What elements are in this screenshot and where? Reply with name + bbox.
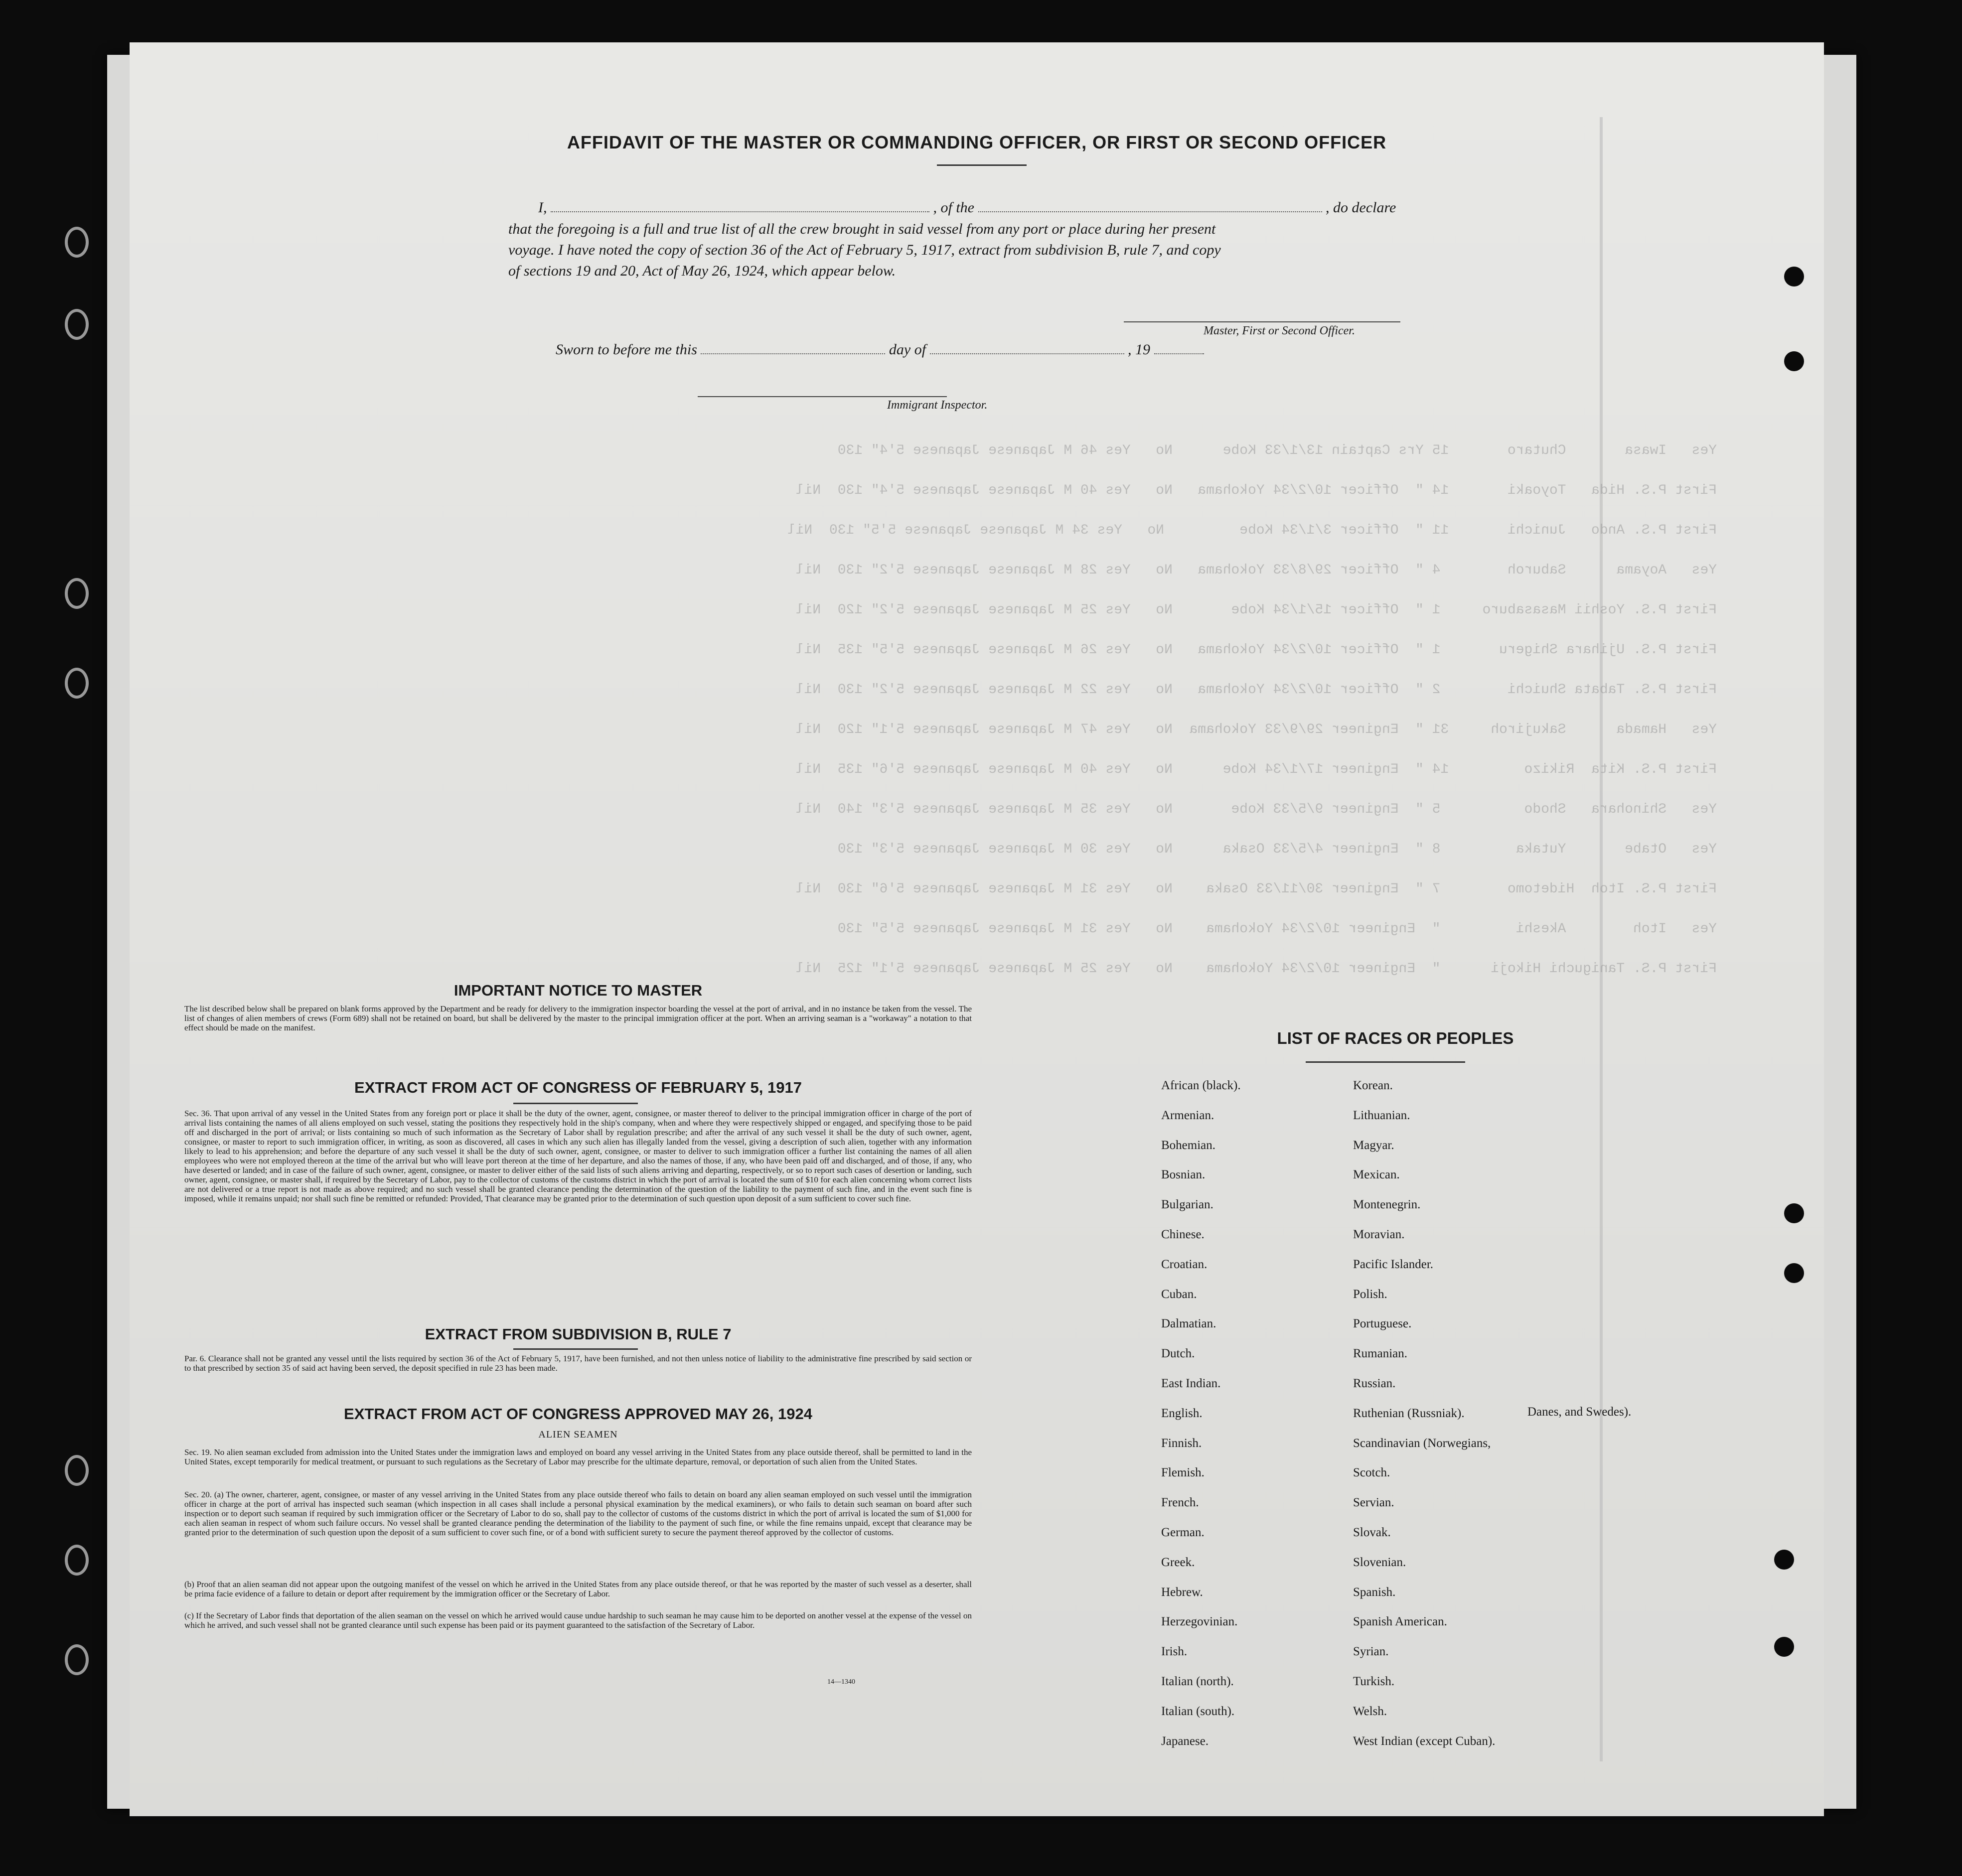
rule7-rule — [513, 1348, 638, 1350]
bleed-through-line: Yes Shinohara Shodo 5 " Engineer 9/5/33 Kobe No Yes 35 M Japanese Japanese 5'3" 140 Nil — [795, 802, 1717, 817]
notice-title: IMPORTANT NOTICE TO MASTER — [453, 982, 703, 999]
rule7-text: Par. 6. Clearance shall not be granted any vessel until the lists required by section 36 of the Act of February 5, 1917, have been furnished, and not then unless notice of liability to the administrative fine prescribed by said section or to that prescribed by section 35 of said act having been served, the deposit specified in rule 23 has been made. — [184, 1354, 972, 1373]
declaration-line-3: voyage. I have noted the copy of section 36 of the Act of February 5, 1917, extract from subdivision B, rule 7, and copy — [508, 242, 1221, 258]
race-entry: Scandinavian (Norwegians, — [1353, 1436, 1491, 1450]
race-entry: Greek. — [1161, 1555, 1195, 1569]
punch-hole — [1784, 267, 1804, 287]
bleed-through-line: Yes Itoh Akeshi " Engineer 10/2/34 Yokohama No Yes 31 M Japanese Japanese 5'5" 130 — [837, 921, 1717, 937]
race-entry: Hebrew. — [1161, 1585, 1203, 1599]
declarant-prefix: I, — [538, 199, 547, 216]
race-entry: Moravian. — [1353, 1228, 1405, 1241]
race-entry: Ruthenian (Russniak). — [1353, 1406, 1465, 1420]
race-entry: African (black). — [1161, 1079, 1241, 1092]
bleed-through-line: First P.S. Taniguchi Hikoji " Engineer 10/2/34 Yokohama No Yes 25 M Japanese Japanese 5'1" 125 Nil — [795, 961, 1717, 977]
race-entry: Welsh. — [1353, 1704, 1387, 1718]
race-entry: West Indian (except Cuban). — [1353, 1734, 1496, 1748]
race-entry: Dalmatian. — [1161, 1317, 1216, 1331]
race-entry: Korean. — [1353, 1079, 1393, 1092]
race-entry: Italian (south). — [1161, 1704, 1235, 1718]
race-entry: Bulgarian. — [1161, 1198, 1213, 1212]
master-signature-line[interactable] — [1124, 321, 1400, 322]
race-entry: Magyar. — [1353, 1138, 1394, 1152]
race-entry: Finnish. — [1161, 1436, 1202, 1450]
bleed-through-line: First P.S. Ando Junichi 11 " Officer 3/1/34 Kobe No Yes 34 M Japanese Japanese 5'5" 130 Nil — [787, 523, 1717, 538]
act-1917-title: EXTRACT FROM ACT OF CONGRESS OF FEBRUARY 5, 1917 — [354, 1079, 802, 1096]
race-entry: Slovak. — [1353, 1526, 1391, 1539]
binder-hole — [65, 668, 89, 699]
race-entry: Chinese. — [1161, 1228, 1205, 1241]
document-page — [130, 42, 1824, 1816]
punch-hole — [1784, 351, 1804, 371]
sworn-year-blank[interactable] — [1154, 342, 1204, 354]
race-entry: Bohemian. — [1161, 1138, 1216, 1152]
act-1924-sec20b: (b) Proof that an alien seaman did not appear upon the outgoing manifest of the vessel on which he arrived in the United States from any place outside thereof, or that he was reported by the master of such vessel as a deserter, shall be prima facie evidence of a failure to detain or deport after requirement by the immigration officer or the Secretary of Labor. — [184, 1580, 972, 1598]
vessel-prefix: , of the — [933, 199, 974, 216]
race-entry: Portuguese. — [1353, 1317, 1412, 1331]
binder-hole — [65, 1545, 89, 1576]
act-1917-text: Sec. 36. That upon arrival of any vessel in the United States from any foreign port or place it shall be the duty of the owner, agent, consignee, or master thereof to deliver to the principal immigration officer in charge of the port of arrival lists containing the names of all aliens employed on such vessel, stating the positions they respectively hold in the ship's company, when and where they were respectively shipped or engaged, and specifying those to be paid off and discharged in the port of arrival; or lists containing so much of such information as the Secretary of Labor shall by regulation prescribe; and after the arrival of any such vessel it shall be the duty of such owner, agent, consignee, or master to report to such immigration officer, in writing, as soon as discovered, all cases in which any such alien has illegally landed from the vessel, giving a description of such alien, together with any information likely to lead to his apprehension; and before the departure of any such vessel it shall be the duty of such owner, agent, consignee, or master to deliver to such immigration officer a further list containing the names of all alien employees who were not employed thereon at the time of the arrival but who will leave port thereon at the time of her departure, and also the names of those, if any, who have been paid off and discharged, and of those, if any, who have deserted or landed; and in case of the failure of such owner, agent, consignee, or master to deliver either of the said lists of such aliens arriving and departing, respectively, or so to report such cases of desertion or landing, such owner, agent, consignee, or master shall, if required by the Secretary of Labor, pay to the collector of customs of the customs district in which the port of arrival is located the sum of $10 for each alien concerning whom correct lists are not delivered or a true report is not made as above required; and no such vessel shall be granted clearance pending the determination of the question of the liability to the payment of such fine, and in the event such fine is imposed, while it remains unpaid; nor shall such fine be remitted or refunded: Provided, That clearance may be granted prior to the determination of such question upon deposit of a sum sufficient to cover such fine. — [184, 1109, 972, 1203]
race-entry: Servian. — [1353, 1496, 1394, 1510]
vessel-name-blank[interactable] — [978, 200, 1322, 212]
race-entry: East Indian. — [1161, 1377, 1221, 1390]
race-entry: Russian. — [1353, 1377, 1396, 1390]
bleed-through-line: Yes Iwasa Chutaro 15 Yrs Captain 13/1/33 Kobe No Yes 46 M Japanese Japanese 5'4" 130 — [837, 443, 1717, 458]
race-entry: Herzegovinian. — [1161, 1615, 1238, 1629]
declaration-line-1 — [538, 199, 1396, 216]
declare-suffix: , do declare — [1326, 199, 1396, 216]
race-entry: Italian (north). — [1161, 1675, 1234, 1688]
race-entry: Polish. — [1353, 1287, 1387, 1301]
race-entry: Croatian. — [1161, 1257, 1207, 1271]
bleed-through-line: First P.S. Tabata Shuichi 2 " Officer 10/2/34 Yokohama No Yes 22 M Japanese Japanese 5'2" 130 Nil — [795, 682, 1717, 698]
race-entry: Turkish. — [1353, 1675, 1395, 1688]
act-1924-title: EXTRACT FROM ACT OF CONGRESS APPROVED MAY 26, 1924 — [344, 1405, 812, 1423]
race-entry-continuation: Danes, and Swedes). — [1527, 1405, 1632, 1419]
binder-hole — [65, 309, 89, 340]
race-entry: Armenian. — [1161, 1108, 1214, 1122]
race-entry: Bosnian. — [1161, 1168, 1206, 1182]
binder-hole — [65, 1455, 89, 1486]
declarant-name-blank[interactable] — [551, 200, 929, 212]
bleed-through-line: Yes Aoyama Saburoh 4 " Officer 29/8/33 Yokohama No Yes 28 M Japanese Japanese 5'2" 130 Nil — [795, 563, 1717, 578]
bleed-through-line: First P.S. Kita Rikizo 14 " Engineer 17/1/34 Kobe No Yes 40 M Japanese Japanese 5'6" 135 Nil — [795, 762, 1717, 777]
race-entry: Rumanian. — [1353, 1347, 1408, 1361]
race-entry: Syrian. — [1353, 1645, 1389, 1659]
race-entry: English. — [1161, 1406, 1203, 1420]
act-1924-sec19: Sec. 19. No alien seaman excluded from admission into the United States under the immigration laws and employed on board any vessel arriving in the United States from any place outside thereof, shall be permitted to land in the United States, except temporarily for medical treatment, or pursuant to such regulations as the Secretary of Labor may prescribe for the ultimate departure, removal, or deportation of such alien from the United States. — [184, 1447, 972, 1466]
declaration-line-4: of sections 19 and 20, Act of May 26, 1924, which appear below. — [508, 263, 896, 279]
sworn-line — [556, 341, 1204, 358]
punch-hole — [1784, 1263, 1804, 1283]
race-entry: Montenegrin. — [1353, 1198, 1421, 1212]
inspector-signature-label: Immigrant Inspector. — [887, 399, 988, 412]
act-1924-sec20a: Sec. 20. (a) The owner, charterer, agent, consignee, or master of any vessel arriving in the United States from any place outside thereof who fails to detain on board any alien seaman employed on such vessel until the immigration officer in charge at the port of arrival has inspected such seaman (which inspection in all cases shall include a personal physical examination by the medical examiners), or who fails to detain such seaman on board after such inspection or to deport such seaman if required by such immigration officer or the Secretary of Labor to do so, shall pay to the collector of customs of the customs district in which the port of arrival is located the sum of $1,000 for each alien seaman in respect of whom such failure occurs. No vessel shall be granted clearance pending the determination of the liability to the payment of such fine, or while the fine remains unpaid, except that clearance may be granted prior to the determination of such question upon the deposit of a sum sufficient to cover such fine, or of a bond with sufficient surety to secure the payment thereof approved by the collector of customs. — [184, 1490, 972, 1537]
punch-hole — [1774, 1637, 1794, 1657]
sworn-day-blank[interactable] — [701, 342, 885, 354]
race-entry: Slovenian. — [1353, 1555, 1406, 1569]
race-entry: Spanish American. — [1353, 1615, 1447, 1629]
title-rule — [937, 164, 1027, 166]
bleed-through-line: First P.S. Hida Toyoaki 14 " Officer 10/2/34 Yokohama No Yes 40 M Japanese Japanese 5'4" 130 Nil — [795, 483, 1717, 498]
bleed-through-line: First P.S. Itoh Hidetomo 7 " Engineer 30/11/33 Osaka No Yes 31 M Japanese Japanese 5'6" 130 Nil — [795, 881, 1717, 897]
punch-hole — [1784, 1203, 1804, 1223]
binder-hole — [65, 227, 89, 258]
bleed-through-text — [242, 431, 1717, 989]
sworn-dayof: day of — [889, 341, 926, 358]
bleed-through-line: Yes Otabe Yutaka 8 " Engineer 4/5/33 Osaka No Yes 30 M Japanese Japanese 5'3" 130 — [837, 842, 1717, 857]
race-entry: Dutch. — [1161, 1347, 1195, 1361]
race-entry: Pacific Islander. — [1353, 1257, 1434, 1271]
binder-hole — [65, 1644, 89, 1675]
race-entry: Irish. — [1161, 1645, 1188, 1659]
alien-seamen-subtitle: ALIEN SEAMEN — [538, 1429, 618, 1440]
affidavit-title: AFFIDAVIT OF THE MASTER OR COMMANDING OFFICER, OR FIRST OR SECOND OFFICER — [567, 132, 1387, 152]
sworn-year-prefix: , 19 — [1128, 341, 1151, 358]
race-entry: Japanese. — [1161, 1734, 1209, 1748]
races-title: LIST OF RACES OR PEOPLES — [1277, 1029, 1514, 1047]
notice-text: The list described below shall be prepared on blank forms approved by the Department and be ready for delivery to the immigration inspector boarding the vessel at the port of arrival, and in no instance be taken from the vessel. The list of changes of alien members of crews (Form 689) shall not be retained on board, but shall be delivered by the master to the principal immigration officer at the port. When an arriving seaman is a "workaway" a notation to that effect should be made on the manifest. — [184, 1004, 972, 1032]
race-entry: Lithuanian. — [1353, 1108, 1410, 1122]
race-entry: Cuban. — [1161, 1287, 1197, 1301]
act-1924-sec20c: (c) If the Secretary of Labor finds that deportation of the alien seaman on the vessel on which he arrived would cause undue hardship to such seaman he may cause him to be deported on another vessel at the expense of the vessel on which he arrived, and such vessel shall not be granted clearance until such expense has been paid or its payment guaranteed to the satisfaction of the Secretary of Labor. — [184, 1611, 972, 1630]
act-1917-rule — [513, 1103, 638, 1104]
binder-hole — [65, 578, 89, 609]
sworn-month-blank[interactable] — [930, 342, 1124, 354]
races-rule — [1306, 1061, 1465, 1063]
master-signature-label: Master, First or Second Officer. — [1204, 324, 1355, 337]
race-entry: Flemish. — [1161, 1466, 1205, 1480]
race-entry: Mexican. — [1353, 1168, 1400, 1182]
race-entry: Scotch. — [1353, 1466, 1390, 1480]
race-entry: French. — [1161, 1496, 1199, 1510]
punch-hole — [1774, 1550, 1794, 1570]
bleed-through-line: Yes Hamada Sakujiroh 31 " Engineer 29/9/33 Yokohama No Yes 47 M Japanese Japanese 5'1" 120 Nil — [795, 722, 1717, 737]
inspector-signature-line[interactable] — [698, 396, 947, 397]
sworn-prefix: Sworn to before me this — [556, 341, 697, 358]
rule7-title: EXTRACT FROM SUBDIVISION B, RULE 7 — [425, 1325, 732, 1343]
race-entry: Spanish. — [1353, 1585, 1396, 1599]
race-entry: German. — [1161, 1526, 1205, 1539]
bleed-through-line: First P.S. Ujihara Shigeru 1 " Officer 10/2/34 Yokohama No Yes 26 M Japanese Japanese 5'5" 135 Nil — [795, 642, 1717, 658]
bleed-through-line: First P.S. Yoshii Masasaburo 1 " Officer 15/1/34 Kobe No Yes 25 M Japanese Japanese 5'2" 120 Nil — [795, 602, 1717, 618]
form-number: 14—1340 — [827, 1678, 855, 1686]
declaration-line-2: that the foregoing is a full and true list of all the crew brought in said vessel from any port or place during her present — [508, 221, 1216, 237]
